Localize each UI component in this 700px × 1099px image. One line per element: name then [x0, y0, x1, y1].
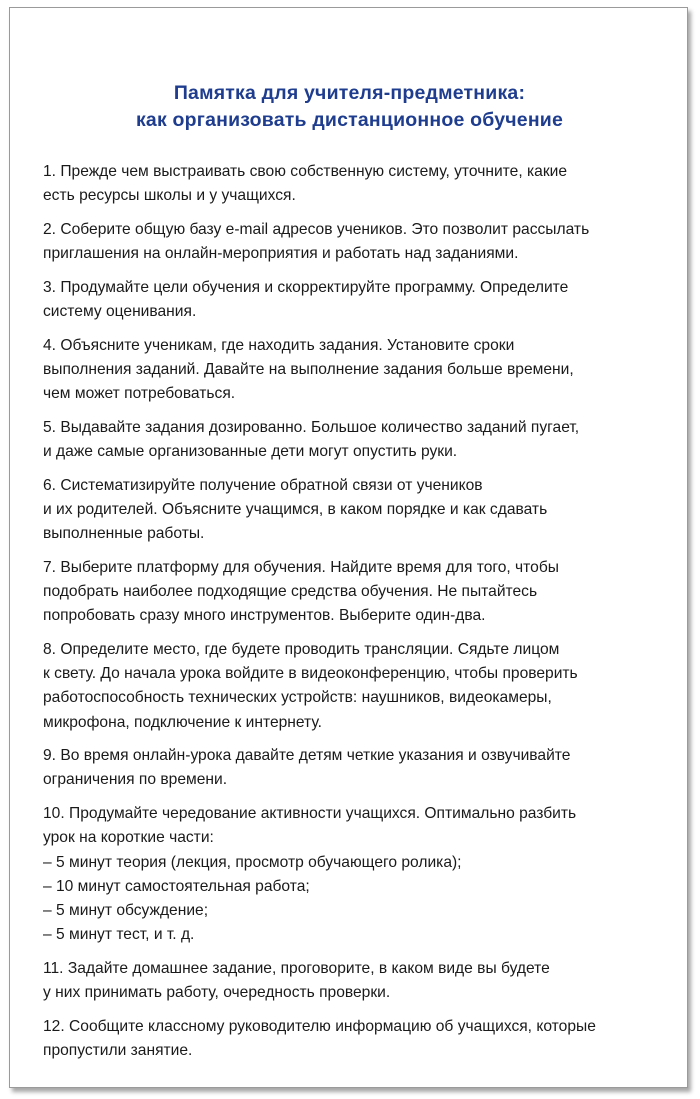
memo-item-line: микрофона, подключение к интернету. [43, 713, 322, 731]
memo-list [43, 160, 679, 1073]
memo-item-2 [43, 218, 679, 266]
memo-item-line: есть ресурсы школы и у учащихся. [43, 187, 296, 205]
memo-item-line: у них принимать работу, очередность проверки. [43, 984, 391, 1002]
memo-sheet [9, 7, 688, 1088]
memo-item-line: попробовать сразу много инструментов. Выберите один-два. [43, 607, 486, 625]
memo-item-line: к свету. До начала урока войдите в видеоконференцию, чтобы проверить [43, 665, 578, 683]
memo-item-line: и даже самые организованные дети могут опустить руки. [43, 443, 458, 461]
memo-item-line: систему оценивания. [43, 303, 197, 321]
memo-item-line: урок на короткие части: [43, 829, 214, 847]
memo-item-1 [43, 160, 679, 208]
memo-item-line: 4. Объясните ученикам, где находить задания. Установите сроки [43, 336, 515, 354]
title-line-2: как организовать дистанционное обучение [135, 109, 564, 131]
memo-item-4 [43, 334, 679, 407]
memo-item-10 [43, 802, 679, 947]
memo-item-line: приглашения на онлайн-мероприятия и работать над заданиями. [43, 245, 519, 263]
memo-item-line: и их родителей. Объясните учащимся, в каком порядке и как сдавать [43, 500, 548, 518]
memo-item-line: 7. Выберите платформу для обучения. Найдите время для того, чтобы [43, 558, 559, 576]
title-line-1: Памятка для учителя-предметника: [173, 82, 526, 104]
memo-item-3 [43, 276, 679, 324]
memo-item-line: 12. Сообщите классному руководителю информацию об учащихся, которые [43, 1017, 596, 1035]
memo-item-line: 9. Во время онлайн-урока давайте детям четкие указания и озвучивайте [43, 747, 571, 765]
memo-item-line: 3. Продумайте цели обучения и скорректируйте программу. Определите [43, 278, 569, 296]
memo-item-line: чем может потребоваться. [43, 385, 236, 403]
memo-item-7 [43, 556, 679, 629]
memo-item-12 [43, 1015, 679, 1063]
memo-item-subline: – 5 минут тест, и т. д. [43, 926, 195, 944]
memo-item-8 [43, 638, 679, 735]
memo-item-6 [43, 474, 679, 547]
memo-item-subline: – 5 минут обсуждение; [43, 901, 209, 919]
memo-item-line: выполненные работы. [43, 525, 205, 543]
memo-item-line: 6. Систематизируйте получение обратной связи от учеников [43, 476, 483, 494]
memo-item-subline: – 10 минут самостоятельная работа; [43, 877, 310, 895]
memo-item-line: 1. Прежде чем выстраивать свою собственную систему, уточните, какие [43, 163, 568, 180]
page-title [10, 80, 689, 134]
memo-item-5 [43, 416, 679, 464]
memo-item-line: 2. Соберите общую базу e-mail адресов учеников. Это позволит рассылать [43, 220, 590, 238]
memo-item-line: 5. Выдавайте задания дозированно. Большое количество заданий пугает, [43, 418, 580, 436]
memo-item-line: 11. Задайте домашнее задание, проговорите, в каком виде вы будете [43, 959, 550, 977]
memo-item-9 [43, 744, 679, 792]
memo-item-line: 10. Продумайте чередование активности учащихся. Оптимально разбить [43, 805, 577, 823]
memo-item-line: ограничения по времени. [43, 771, 228, 789]
memo-item-subline: – 5 минут теория (лекция, просмотр обучающего ролика); [43, 853, 462, 871]
memo-item-line: работоспособность технических устройств: наушников, видеокамеры, [43, 689, 552, 707]
memo-item-line: пропустили занятие. [43, 1042, 193, 1059]
memo-item-line: подобрать наиболее подходящие средства обучения. Не пытайтесь [43, 583, 538, 601]
memo-item-11 [43, 957, 679, 1005]
memo-item-line: 8. Определите место, где будете проводить трансляции. Сядьте лицом [43, 640, 560, 658]
memo-item-line: выполнения заданий. Давайте на выполнение задания больше времени, [43, 360, 574, 378]
